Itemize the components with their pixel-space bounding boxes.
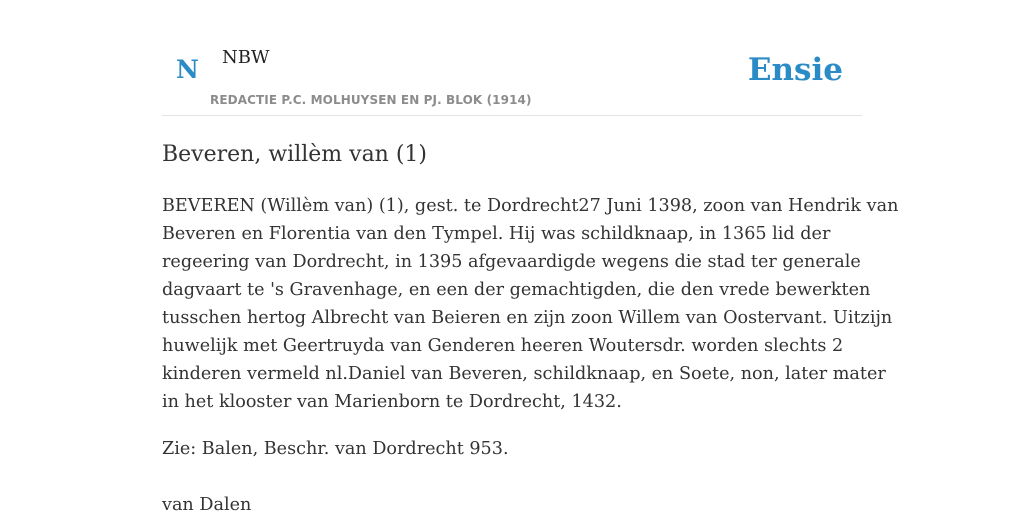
source-logo[interactable]: N <box>176 55 199 84</box>
article-body-line: in het klooster van Marienborn te Dordrecht, 1432. <box>162 392 622 412</box>
article-body-line: kinderen vermeld nl.Daniel van Beveren, schildknaap, en Soete, non, later mater <box>162 364 886 384</box>
brand-logo[interactable]: Ensie <box>747 52 843 88</box>
article-body-line: regeering van Dordrecht, in 1395 afgevaardigde wegens die stad ter generale <box>162 252 861 272</box>
source-subtitle: REDACTIE P.C. MOLHUYSEN EN PJ. BLOK (1914) <box>210 93 532 107</box>
source-header <box>162 34 862 116</box>
article-body-line: dagvaart te 's Gravenhage, en een der gemachtigden, die den vrede bewerkten <box>162 280 871 300</box>
see-also-reference: Zie: Balen, Beschr. van Dordrecht 953. <box>162 439 509 459</box>
article-body <box>162 192 899 416</box>
source-name[interactable]: NBW <box>222 47 270 68</box>
article-body-line: Beveren en Florentia van den Tympel. Hij was schildknaap, in 1365 lid der <box>162 224 831 244</box>
article-body-line: BEVEREN (Willèm van) (1), gest. te Dordrecht27 Juni 1398, zoon van Hendrik van <box>162 196 899 216</box>
article-body-line: tusschen hertog Albrecht van Beieren en zijn zoon Willem van Oostervant. Uitzijn <box>162 308 893 328</box>
article-author: van Dalen <box>162 495 252 512</box>
article-body-line: huwelijk met Geertruyda van Genderen heeren Woutersdr. worden slechts 2 <box>162 336 844 356</box>
article-title: Beveren, willèm van (1) <box>162 142 428 167</box>
